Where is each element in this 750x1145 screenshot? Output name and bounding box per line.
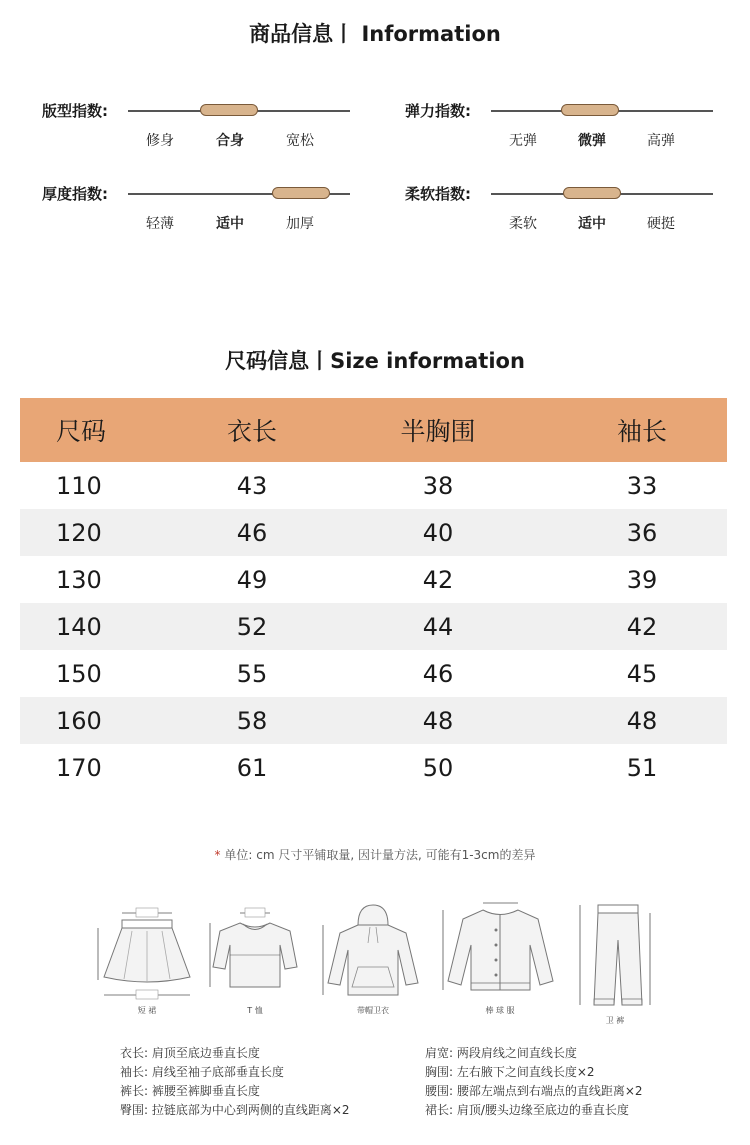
cell-sleeve: 36 (626, 518, 658, 547)
fit-option-2: 合身 (216, 133, 244, 149)
fit-option-3: 宽松 (286, 133, 314, 149)
thickness-index-label: 厚度指数: (42, 185, 108, 203)
cell-half-chest: 38 (422, 471, 454, 500)
legend-item: 胸围: 左右腋下之间直线长度×2 (425, 1065, 595, 1079)
pants-icon (570, 895, 660, 1025)
softness-index-label: 柔软指数: (405, 185, 471, 203)
tshirt-diagram (205, 895, 305, 1015)
tshirt-caption: T 恤 (247, 1006, 263, 1015)
table-row (20, 744, 727, 791)
cell-length: 61 (236, 753, 268, 782)
skirt-caption: 短 裙 (137, 1006, 157, 1015)
skirt-icon (92, 895, 202, 1015)
table-row (20, 556, 727, 603)
cell-half-chest: 50 (422, 753, 454, 782)
header-size: 尺码 (56, 417, 107, 446)
fit-option-1: 修身 (146, 133, 174, 149)
cell-half-chest: 40 (422, 518, 454, 547)
table-row (20, 462, 727, 509)
thickness-index (42, 183, 352, 243)
cell-length: 43 (236, 471, 268, 500)
elastic-index (405, 100, 715, 160)
jacket-caption: 棒 球 服 (485, 1006, 515, 1015)
size-table (20, 398, 727, 791)
header-sleeve: 袖长 (616, 417, 668, 446)
table-row (20, 650, 727, 697)
softness-index-knob (563, 187, 621, 199)
baseball-jacket-diagram (438, 895, 563, 1015)
tshirt-icon (205, 895, 305, 1015)
cell-half-chest: 46 (422, 659, 454, 688)
cell-length: 52 (236, 612, 268, 641)
header-length: 衣长 (226, 417, 278, 446)
legend-left (120, 1044, 350, 1120)
softness-option-1: 柔软 (509, 216, 537, 232)
elastic-option-2: 微弹 (578, 133, 606, 149)
cell-sleeve: 45 (626, 659, 658, 688)
table-row (20, 697, 727, 744)
jacket-icon (438, 895, 563, 1015)
size-table-header (20, 398, 727, 462)
thickness-option-3: 加厚 (286, 216, 314, 232)
hoodie-caption: 带帽卫衣 (357, 1006, 389, 1015)
measurement-note (0, 846, 750, 863)
legend-item: 裤长: 裤腰至裤脚垂直长度 (120, 1084, 260, 1098)
cell-length: 46 (236, 518, 268, 547)
cell-length: 49 (236, 565, 268, 594)
cell-size: 140 (56, 612, 102, 641)
softness-index (405, 183, 715, 243)
info-title: 商品信息丨 Information (249, 22, 501, 46)
cell-sleeve: 42 (626, 612, 658, 641)
cell-size: 170 (56, 753, 102, 782)
hoodie-icon (318, 895, 428, 1015)
legend-right (425, 1044, 643, 1120)
thickness-index-knob (272, 187, 330, 199)
pants-caption: 卫 裤 (605, 1016, 625, 1025)
legend-item: 臀围: 拉链底部为中心到两侧的直线距离×2 (120, 1103, 350, 1117)
legend-item: 衣长: 肩顶至底边垂直长度 (120, 1046, 260, 1060)
cell-size: 130 (56, 565, 102, 594)
fit-index (42, 100, 352, 160)
hoodie-diagram (318, 895, 428, 1015)
cell-size: 110 (56, 471, 102, 500)
table-row (20, 603, 727, 650)
legend-item: 肩宽: 两段肩线之间直线长度 (425, 1046, 577, 1060)
legend-item: 裙长: 肩顶/腰头边缘至底边的垂直长度 (425, 1103, 629, 1117)
fit-index-knob (200, 104, 258, 116)
legend-item: 腰围: 腰部左端点到右端点的直线距离×2 (425, 1084, 643, 1098)
cell-size: 160 (56, 706, 102, 735)
size-title: 尺码信息丨Size information (225, 349, 525, 373)
softness-option-2: 适中 (578, 216, 606, 232)
cell-sleeve: 33 (626, 471, 658, 500)
cell-length: 58 (236, 706, 268, 735)
cell-half-chest: 42 (422, 565, 454, 594)
elastic-index-knob (561, 104, 619, 116)
note-text: 单位: cm 尺寸平铺取量, 因计量方法, 可能有1-3cm的差异 (224, 848, 536, 862)
cell-length: 55 (236, 659, 268, 688)
elastic-option-1: 无弹 (509, 133, 537, 149)
cell-sleeve: 39 (626, 565, 658, 594)
cell-size: 120 (56, 518, 102, 547)
cell-half-chest: 48 (422, 706, 454, 735)
elastic-index-label: 弹力指数: (405, 102, 471, 120)
cell-sleeve: 48 (626, 706, 658, 735)
skirt-diagram (92, 895, 202, 1015)
fit-index-label: 版型指数: (42, 102, 108, 120)
pants-diagram (570, 895, 660, 1025)
cell-half-chest: 44 (422, 612, 454, 641)
softness-option-3: 硬挺 (647, 216, 675, 232)
header-half-chest: 半胸围 (400, 417, 476, 446)
note-star: * (214, 848, 221, 862)
legend-item: 袖长: 肩线至袖子底部垂直长度 (120, 1065, 284, 1079)
cell-sleeve: 51 (626, 753, 658, 782)
table-row (20, 509, 727, 556)
thickness-option-2: 适中 (216, 216, 244, 232)
elastic-option-3: 高弹 (647, 133, 675, 149)
thickness-option-1: 轻薄 (146, 216, 174, 232)
cell-size: 150 (56, 659, 102, 688)
